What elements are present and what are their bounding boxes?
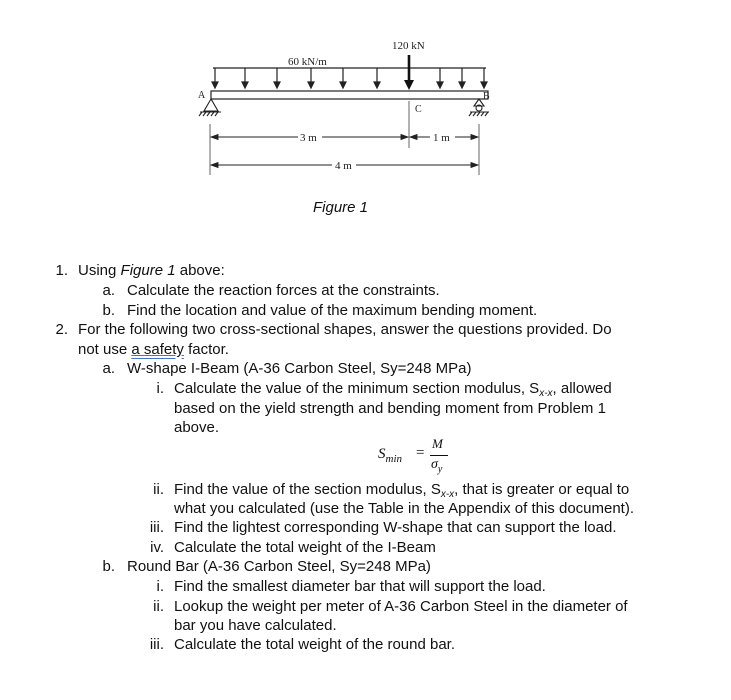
q2a-i-mark: i.: [156, 380, 164, 397]
pin-support-a: [199, 99, 221, 116]
q2a-iv-text: Calculate the total weight of the I-Beam: [174, 539, 436, 556]
label-a: A: [198, 90, 206, 101]
label-b: B: [483, 91, 490, 102]
q2a-i-line2: based on the yield strength and bending moment from Problem 1: [174, 400, 606, 417]
dimension-3m-label: 3 m: [300, 132, 317, 144]
q2b-text: Round Bar (A-36 Carbon Steel, Sy=248 MPa): [127, 558, 431, 575]
q1-figure-ref: Figure 1: [120, 262, 176, 279]
q2a-iii-text: Find the lightest corresponding W-shape that can support the load.: [174, 519, 617, 536]
q2b-iii-text: Calculate the total weight of the round bar.: [174, 636, 456, 653]
q2a-i-line1-post: , allowed: [552, 380, 612, 397]
distributed-load-label: 60 kN/m: [288, 56, 327, 68]
beam: [211, 91, 488, 99]
dimension-4m-label: 4 m: [335, 160, 352, 172]
label-c: C: [415, 104, 422, 115]
q2-line2-pre: not use: [78, 341, 132, 358]
equation-equals: =: [416, 445, 425, 461]
q1-text: [78, 261, 225, 280]
q2a-mark: a.: [102, 360, 115, 377]
q1b-text: Find the location and value of the maximum bending moment.: [127, 302, 538, 319]
equation-sigma: σ: [431, 457, 438, 472]
q2a-ii-line2: what you calculated (use the Table in the Appendix of this document).: [174, 500, 635, 517]
q1a-text: Calculate the reaction forces at the constraints.: [127, 282, 440, 299]
q2a-text: W-shape I-Beam (A-36 Carbon Steel, Sy=248 MPa): [127, 360, 472, 377]
equation-lhs: [378, 446, 402, 465]
equation-lhs-subscript: min: [385, 453, 402, 465]
q2a-iii-mark: iii.: [149, 519, 164, 536]
point-load-arrowhead: [404, 80, 414, 90]
equation-numerator: M: [432, 436, 443, 451]
q2-line2: [78, 340, 229, 359]
q2b-ii-line2: bar you have calculated.: [174, 617, 337, 634]
equation-lhs-symbol: S: [378, 446, 386, 462]
figure-caption: Figure 1: [313, 199, 369, 216]
q2b-i-mark: i.: [156, 578, 164, 595]
q2b-iii-mark: iii.: [149, 636, 164, 653]
beam-figure: [0, 0, 731, 230]
distributed-load-arrows: [212, 68, 487, 88]
section-modulus-equation: [378, 436, 458, 476]
q1-text-post: above:: [175, 262, 225, 279]
q2a-iv-mark: iv.: [150, 539, 164, 556]
q2a-i-subscript: x-x: [539, 388, 553, 399]
equation-denominator: [431, 457, 442, 475]
q2-number: 2.: [55, 321, 68, 338]
q2a-ii-subscript: x-x: [440, 489, 455, 500]
q2-line2-post: factor.: [183, 341, 229, 358]
q2b-i-text: Find the smallest diameter bar that will support the load.: [174, 578, 546, 595]
equation-sigma-subscript: y: [437, 463, 443, 475]
point-load-label: 120 kN: [392, 40, 425, 52]
q1b-mark: b.: [102, 302, 115, 319]
q1-number: 1.: [55, 262, 68, 279]
q2a-ii-mark: ii.: [153, 481, 164, 498]
q2a-i-line3: above.: [174, 419, 220, 436]
fraction-bar: [430, 455, 448, 456]
dimension-1m-label: 1 m: [433, 132, 450, 144]
q1a-mark: a.: [102, 282, 115, 299]
q2-line2-underlined: a safety: [131, 341, 184, 358]
q2a-ii-line1-pre: Find the value of the section modulus, S: [174, 481, 441, 498]
q2b-mark: b.: [102, 558, 115, 575]
q2a-i-line1-pre: Calculate the value of the minimum section modulus, S: [174, 380, 540, 397]
q2b-ii-mark: ii.: [153, 598, 164, 615]
q2a-ii-line1-post: , that is greater or equal to: [454, 481, 630, 498]
q2-line1: For the following two cross-sectional shapes, answer the questions provided. Do: [78, 321, 612, 338]
q2b-ii-line1: Lookup the weight per meter of A-36 Carbon Steel in the diameter of: [174, 598, 628, 615]
q1-text-pre: Using: [78, 262, 121, 279]
